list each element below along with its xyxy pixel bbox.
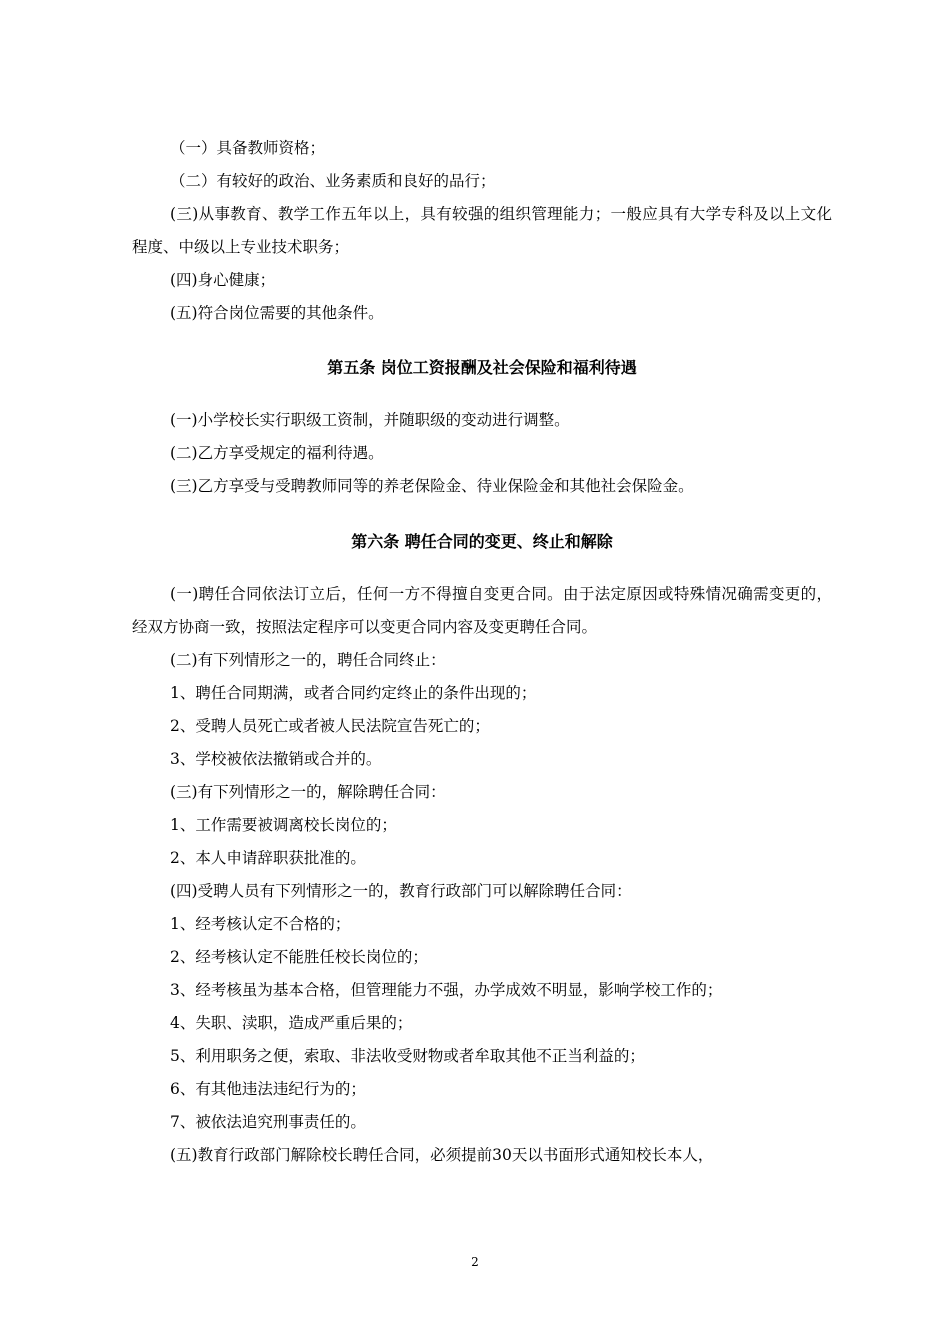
article-6-item-10: 1、经考核认定不合格的； [170,915,351,933]
qualification-item-2: （二）有较好的政治、业务素质和良好的品行； [170,172,496,190]
article-6-item-2: (二)有下列情形之一的，聘任合同终止： [170,651,446,669]
article-6-heading: 第六条 聘任合同的变更、终止和解除 [351,532,613,551]
article-6-item-13: 4、失职、渎职，造成严重后果的； [170,1014,413,1032]
article-5-heading: 第五条 岗位工资报酬及社会保险和福利待遇 [327,358,637,377]
article-6-item-6: (三)有下列情形之一的，解除聘任合同： [170,783,446,801]
qualification-item-1: （一）具备教师资格； [170,139,326,157]
article-6-item-4: 2、受聘人员死亡或者被人民法院宣告死亡的； [170,717,490,735]
article-6-item-3: 1、聘任合同期满，或者合同约定终止的条件出现的； [170,684,537,702]
article-6-item-7: 1、工作需要被调离校长岗位的； [170,816,397,834]
article-6-item-9: (四)受聘人员有下列情形之一的，教育行政部门可以解除聘任合同： [170,882,632,900]
article-5-item-1: (一)小学校长实行职级工资制，并随职级的变动进行调整。 [170,411,570,429]
article-5-item-2: (二)乙方享受规定的福利待遇。 [170,444,384,462]
article-6-item-8: 2、本人申请辞职获批准的。 [170,849,366,867]
article-6-item-17: (五)教育行政部门解除校长聘任合同，必须提前30天以书面形式通知校长本人， [170,1146,714,1164]
article-6-item-16: 7、被依法追究刑事责任的。 [170,1113,366,1131]
article-6-item-12: 3、经考核虽为基本合格，但管理能力不强，办学成效不明显，影响学校工作的； [170,981,723,999]
qualification-item-5: (五)符合岗位需要的其他条件。 [170,304,384,322]
article-5-item-3: (三)乙方享受与受聘教师同等的养老保险金、待业保险金和其他社会保险金。 [170,477,694,495]
article-6-item-14: 5、利用职务之便，索取、非法收受财物或者牟取其他不正当利益的； [170,1047,645,1065]
qualification-item-3: (三)从事教育、教学工作五年以上，具有较强的组织管理能力；一般应具有大学专科及以上文化程度、中级以上专业技术职务； [132,205,832,256]
article-6-item-1: (一)聘任合同依法订立后，任何一方不得擅自变更合同。由于法定原因或特殊情况确需变更的，经双方协商一致，按照法定程序可以变更合同内容及变更聘任合同。 [132,585,832,636]
page-content [132,132,832,1172]
article-6-item-5: 3、学校被依法撤销或合并的。 [170,750,382,768]
article-6-item-15: 6、有其他违法违纪行为的； [170,1080,366,1098]
page-number: 2 [471,1255,479,1269]
article-6-item-11: 2、经考核认定不能胜任校长岗位的； [170,948,428,966]
qualification-item-4: (四)身心健康； [170,271,276,289]
